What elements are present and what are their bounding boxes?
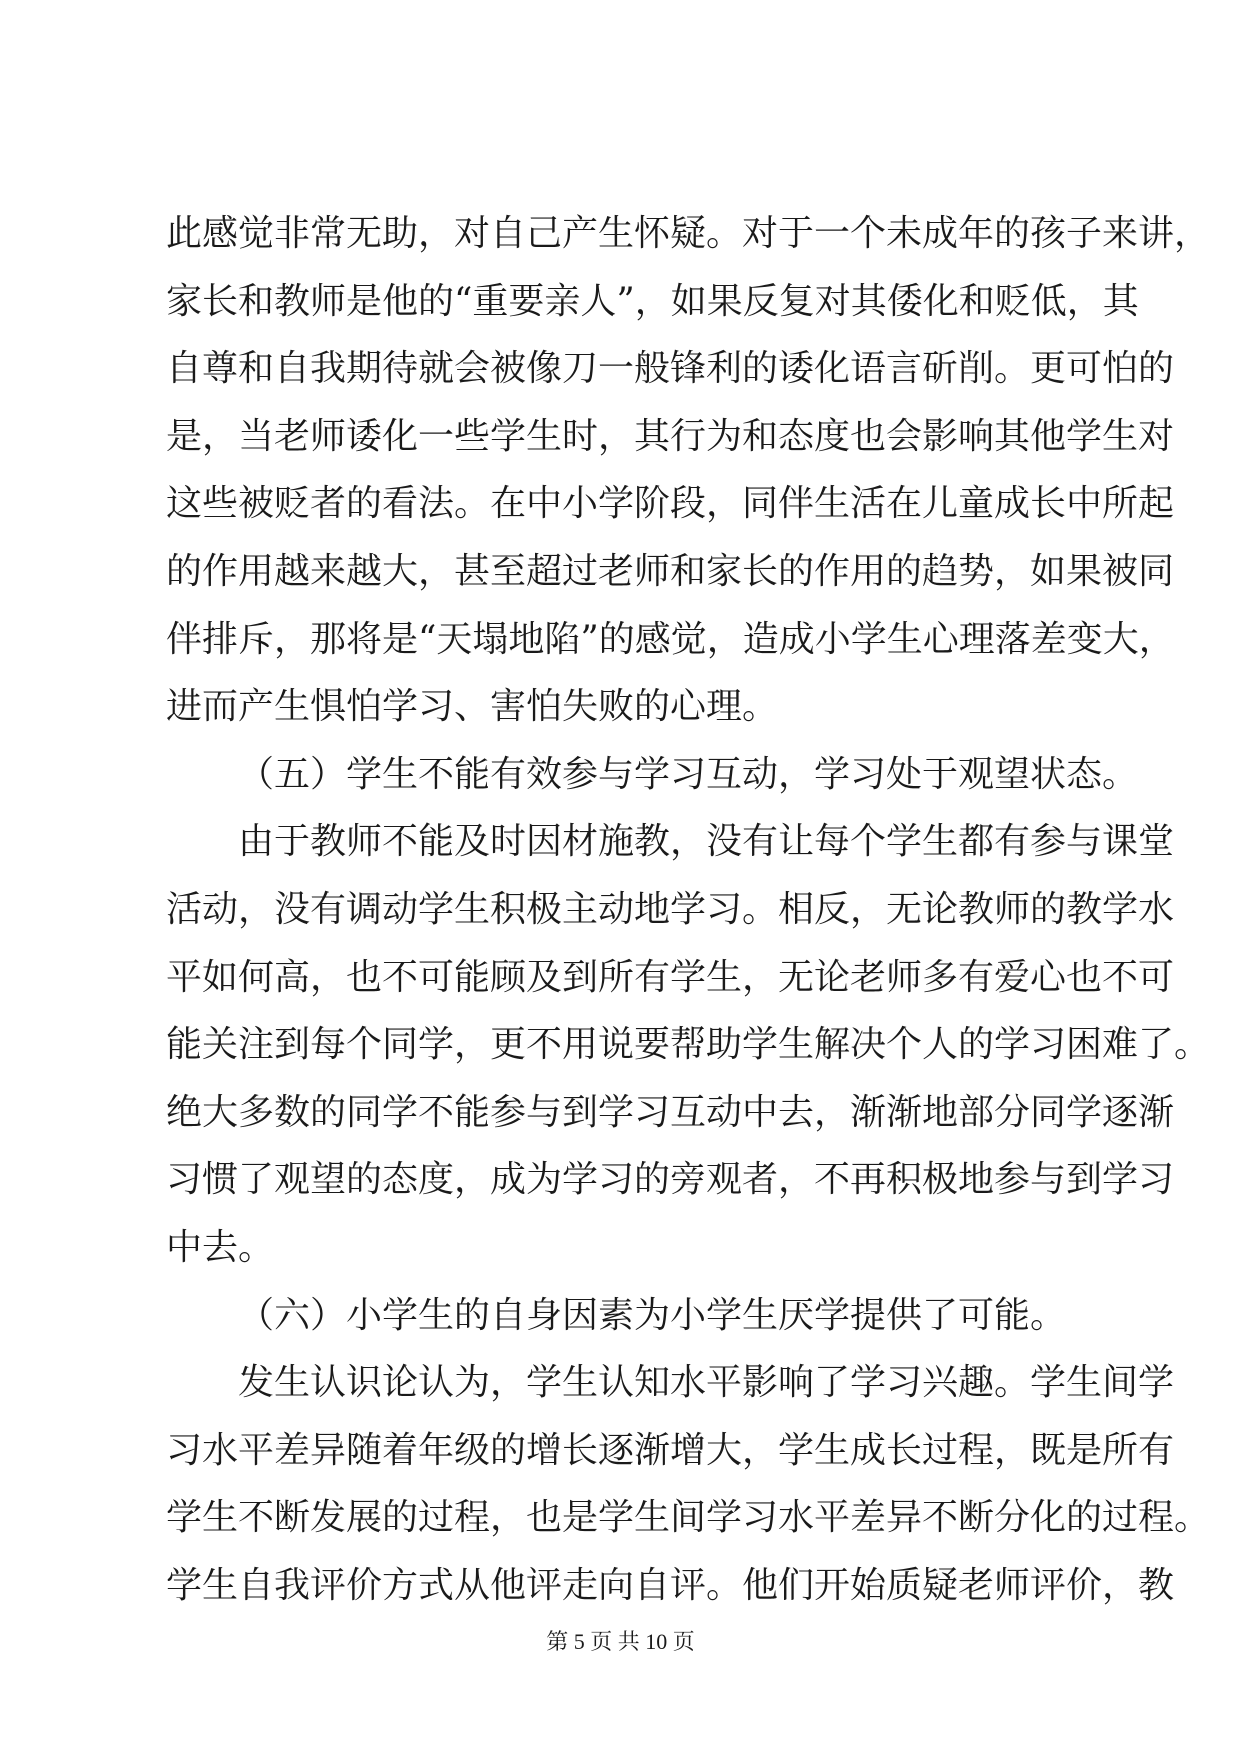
paragraph-line: 进而产生惧怕学习、害怕失败的心理。 <box>166 686 779 728</box>
section-heading: （六）小学生的自身因素为小学生厌学提供了可能。 <box>238 1294 1067 1336</box>
paragraph-line: 伴排斥，那将是“天塌地陷”的感觉，造成小学生心理落差变大， <box>166 618 1175 660</box>
page-footer: 第 5 页 共 10 页 <box>546 1629 695 1654</box>
paragraph-line: 发生认识论认为，学生认知水平影响了学习兴趣。学生间学 <box>238 1362 1175 1404</box>
paragraph-line: 绝大多数的同学不能参与到学习互动中去，渐渐地部分同学逐渐 <box>166 1091 1175 1133</box>
body-text <box>166 200 1211 1619</box>
paragraph-line: 中去。 <box>166 1226 275 1268</box>
paragraph-line: 自尊和自我期待就会被像刀一般锋利的诿化语言斫削。更可怕的 <box>166 348 1175 390</box>
paragraph-line: 学生不断发展的过程，也是学生间学习水平差异不断分化的过程。 <box>166 1497 1211 1539</box>
section-heading: （五）学生不能有效参与学习互动，学习处于观望状态。 <box>238 753 1139 795</box>
paragraph-line: 习水平差异随着年级的增长逐渐增大，学生成长过程，既是所有 <box>166 1429 1175 1471</box>
paragraph-line: 家长和教师是他的“重要亲人”，如果反复对其倭化和贬低，其 <box>166 280 1139 322</box>
paragraph-line: 活动，没有调动学生积极主动地学习。相反，无论教师的教学水 <box>166 888 1175 930</box>
paragraph-line: 这些被贬者的看法。在中小学阶段，同伴生活在儿童成长中所起 <box>166 483 1175 525</box>
paragraph-line: 是，当老师诿化一些学生时，其行为和态度也会影响其他学生对 <box>166 415 1175 457</box>
paragraph-line: 平如何高，也不可能顾及到所有学生，无论老师多有爱心也不可 <box>166 956 1175 998</box>
paragraph-line: 此感觉非常无助，对自己产生怀疑。对于一个未成年的孩子来讲， <box>166 213 1211 254</box>
paragraph-line: 的作用越来越大，甚至超过老师和家长的作用的趋势，如果被同 <box>166 550 1175 592</box>
paragraph-line: 由于教师不能及时因材施教，没有让每个学生都有参与课堂 <box>238 821 1175 863</box>
paragraph-line: 习惯了观望的态度，成为学习的旁观者，不再积极地参与到学习 <box>166 1159 1175 1201</box>
paragraph-line: 学生自我评价方式从他评走向自评。他们开始质疑老师评价，教 <box>166 1564 1175 1606</box>
paragraph-line: 能关注到每个同学，更不用说要帮助学生解决个人的学习困难了。 <box>166 1024 1211 1066</box>
